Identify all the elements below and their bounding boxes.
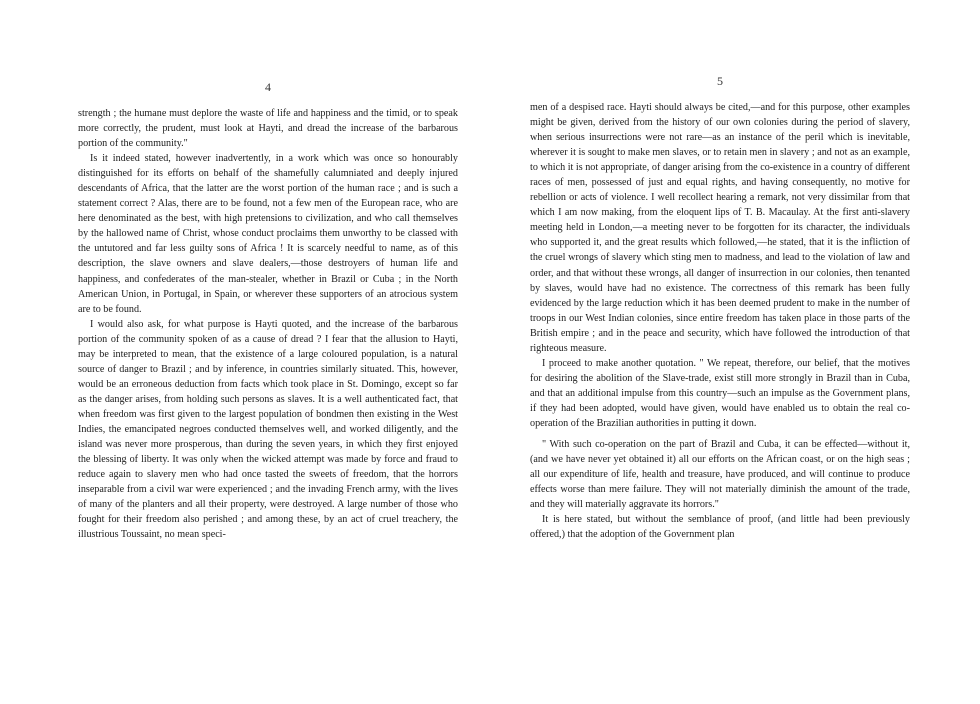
left-paragraph-1: strength ; the humane must deplore the waste of life and happiness and the timid, or to speak more correctly, the prudent, must look at Hayti, and dread the increase of the barbarous portion of the community.": [78, 108, 458, 150]
right-paragraph-4: It is here stated, but without the semblance of proof, (and little had been previously offered,) that the adoption of the Government plan: [530, 514, 910, 541]
right-page-text: [530, 100, 910, 542]
right-page: [530, 72, 910, 542]
right-page-number: 5: [717, 74, 723, 88]
left-page: [78, 78, 458, 542]
right-paragraph-1: men of a despised race. Hayti should always be cited,—and for this purpose, other examples might be given, derived from the history of our own colonies during the period of slavery, when serious insurrections were not rare—as an instance of the peril which is inevitable, wherever it is sought to make men slaves, or to retain men in slavery ; and not as an example, to which it is not appropriate, of danger arising from the co-existence in a country of different races of men, possessed of just and equal rights, and having consequently, no motive for rebellion or acts of violence. I well recollect hearing a remark, not very dissimilar from that which I am now making, from the eloquent lips of T. B. Macaulay. At the first anti-slavery meeting held in London,—a meeting never to be forgotten for its character, the individuals who supported it, and the great results which followed,—he stated, that it is the infliction of the cruel wrongs of slavery which sting men to madness, and lead to the violation of law and order, and that without these wrongs, all danger of insurrection in our colonies, then tenanted by slaves, would have had no existence. The correctness of this remark has been fully evidenced by the large reduction which it has been deemed prudent to make in the number of troops in our West Indian colonies, since entire freedom has taken place in those parts of the British empire ; and in the peace and security, which have followed the introduction of that righteous measure.: [530, 102, 910, 354]
left-paragraph-3: I would also ask, for what purpose is Hayti quoted, and the increase of the barbarous portion of the community spoken of as a cause of dread ? I fear that the allusion to Hayti, may be interpreted to mean, that the existence of a large coloured population, is a natural source of danger to Brazil ; and by inference, in countries similarly situated. This, however, would be an erroneous deduction from facts which took place in St. Domingo, except so far as the danger arises, from holding such persons as slaves. It is a well authenticated fact, that when freedom was first given to the largest population of bondmen then existing in the West Indies, the emancipated negroes conducted themselves well, and worked diligently, and the island was never more prosperous, than during the seven years, in which they first enjoyed the blessing of liberty. It was only when the wicked attempt was made by force and fraud to reduce again to slavery men who had once tasted the sweets of freedom, that the horrors inseparable from a civil war were experienced ; and the invading French army, with the lives of many of the planters and all their property, were destroyed. A large number of those who fought for their freedom also perished ; and among these, by an act of cruel treachery, the illustrious Toussaint, no mean speci-: [78, 318, 458, 541]
left-paragraph-2: Is it indeed stated, however inadvertently, in a work which was once so honourably distinguished for its efforts on behalf of the shamefully calumniated and deeply injured descendants of Africa, that the latter are the worst portion of the human race ; and is such a statement correct ? Alas, there are to be found, not a few men of the European race, who are here denominated as the best, with high pretensions to civilization, and who call themselves by the hallowed name of Christ, whose conduct proclaims them unworthy to be classed with the untutored and far less guilty sons of Africa ! It is scarcely needful to name, as of this description, the slave owners and slave dealers,—those destroyers of human life and happiness, and confederates of the man-stealer, whether in Brazil or Cuba ; in the North American Union, in Portugal, in Spain, or wherever these supporters of an atrocious system are to be found.: [78, 153, 458, 315]
right-paragraph-3: " With such co-operation on the part of Brazil and Cuba, it can be effected—without it, (and we have never yet obtained it) all our efforts on the African coast, or on the high seas ; all our expenditure of life, health and treasure, have produced, and will continue to produce effects worse than mere failure. They will not materially diminish the amount of the trade, and they will materially aggravate its horrors.": [530, 439, 910, 511]
left-page-number: 4: [265, 80, 271, 94]
right-paragraph-2: I proceed to make another quotation. " We repeat, therefore, our belief, that the motives for desiring the abolition of the Slave-trade, exist still more strongly in Brazil than in Cuba, and that an additional impulse from this country—such an impulse as the Government plans, if they had been adopted, would have given, would have enabled us to obtain the real co-operation of the Brazilian authorities in putting it down.: [530, 357, 910, 429]
left-page-text: [78, 106, 458, 542]
